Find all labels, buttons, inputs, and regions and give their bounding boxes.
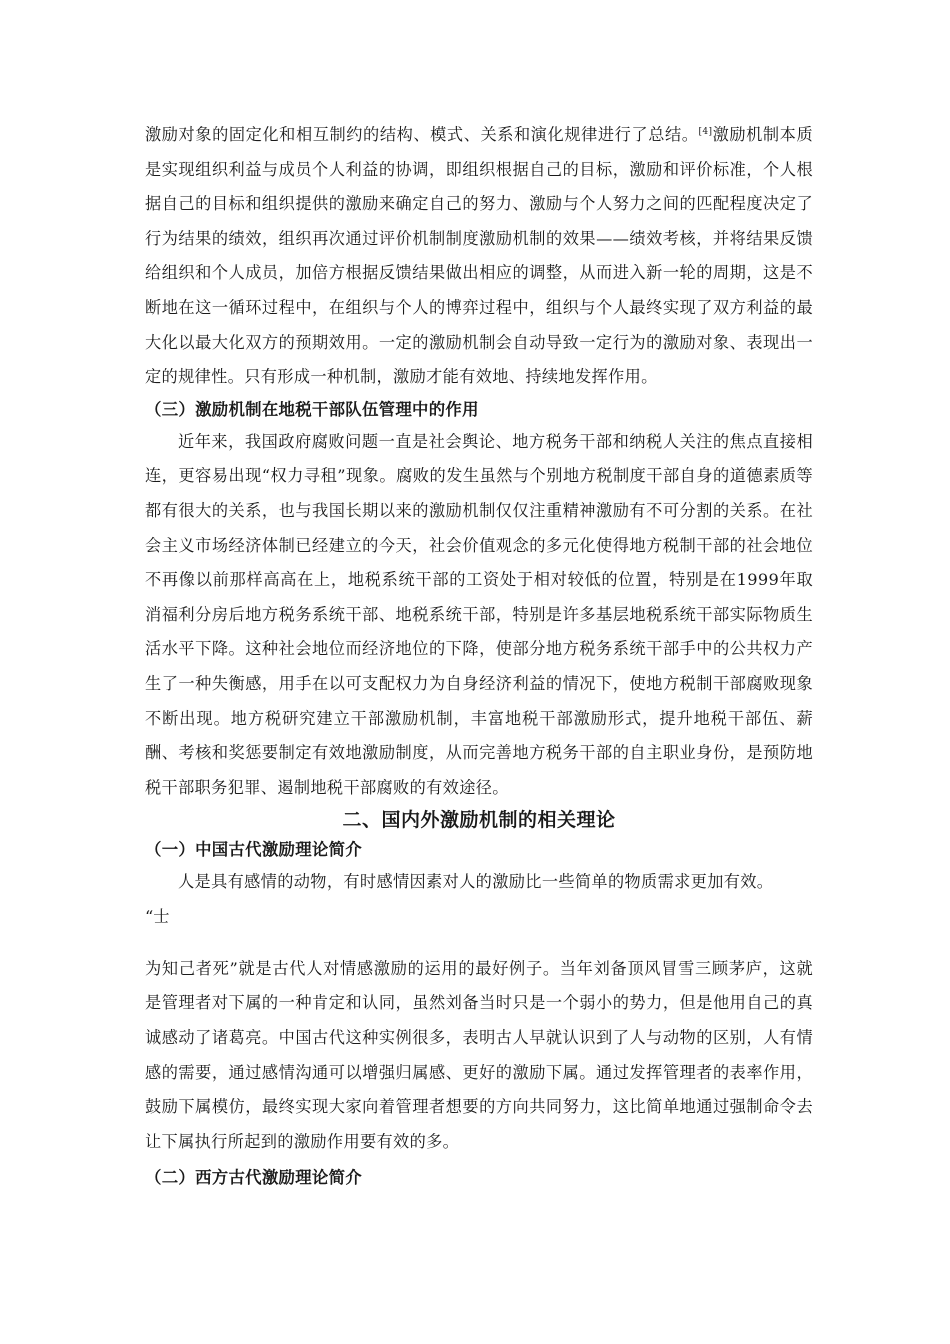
paragraph-orphan-fragment: “士 xyxy=(145,906,170,926)
paragraph-text: 激励机制本质是实现组织利益与成员个人利益的协调，即组织根据自己的目标，激励和评价标准，个人根据自己的目标和组织提供的激励来确定自己的努力、激励与个人努力之间的匹配程度决定了行为结果的绩效，组织再次通过评价机制制度激励机制的效果——绩效考核，并将结果反馈给组织和个人成员，加倍方根据反馈结果做出相应的调整，从而进入新一轮的周期，这是不断地在这一循环过程中，在组织与个人的博弈过程中，组织与个人最终实现了双方利益的最大化以最大化双方的预期效用。一定的激励机制会自动导致一定行为的激励对象、表现出一定的规律性。只有形成一种机制，激励才能有效地、持续地发挥作用。 xyxy=(145,125,813,387)
document-page xyxy=(145,118,813,1193)
paragraph-ancient-china-continued: 为知己者死”就是古代人对情感激励的运用的最好例子。当年刘备顶风冒雪三顾茅庐，这就是管理者对下属的一种肯定和认同，虽然刘备当时只是一个弱小的势力，但是他用自己的真诚感动了诸葛亮。中国古代这种实例很多，表明古人早就认识到了人与动物的区别，人有情感的需要，通过感情沟通可以增强归属感、更好的激励下属。通过发挥管理者的表率作用，鼓励下属模仿，最终实现大家向着管理者想要的方向共同努力，这比简单地通过强制命令去让下属执行所起到的激励作用要有效的多。 xyxy=(145,958,813,1151)
subsection-heading-3: （三）激励机制在地税干部队伍管理中的作用 xyxy=(145,399,479,419)
section-heading-2: 二、国内外激励机制的相关理论 xyxy=(342,809,616,832)
paragraph-ancient-china-first-line: 人是具有感情的动物，有时感情因素对人的激励比一些简单的物质需求更加有效。 xyxy=(178,872,774,892)
paragraph-tax-cadre-incentive: 近年来，我国政府腐败问题一直是社会舆论、地方税务干部和纳税人关注的焦点直接相连，更容易出现“权力寻租”现象。腐败的发生虽然与个别地方税制度干部自身的道德素质等都有很大的关系，也与我国长期以来的激励机制仅仅注重精神激励有不可分割的关系。在社会主义市场经济体制已经建立的今天，社会价值观念的多元化使得地方税制干部的社会地位不再像以前那样高高在上，地税系统干部的工资处于相对较低的位置，特别是在1999年取消福利分房后地方税务系统干部、地税系统干部，特别是许多基层地税系统干部实际物质生活水平下降。这种社会地位而经济地位的下降，使部分地方税务系统干部手中的公共权力产生了一种失衡感，用手在以可支配权力为自身经济利益的情况下，使地方税制干部腐败现象不断出现。地方税研究建立干部激励机制，丰富地税干部激励形式，提升地税干部伍、薪酬、考核和奖惩要制定有效地激励制度，从而完善地方税务干部的自主职业身份，是预防地税干部职务犯罪、遏制地税干部腐败的有效途径。 xyxy=(145,431,813,797)
subsection-heading-2: （二）西方古代激励理论简介 xyxy=(145,1168,362,1188)
citation-marker: [4] xyxy=(698,127,713,137)
paragraph-text: 激励对象的固定化和相互制约的结构、模式、关系和演化规律进行了总结。 xyxy=(145,125,699,144)
subsection-heading-1: （一）中国古代激励理论简介 xyxy=(145,840,362,860)
paragraph-incentive-mechanism-essence xyxy=(145,118,813,395)
